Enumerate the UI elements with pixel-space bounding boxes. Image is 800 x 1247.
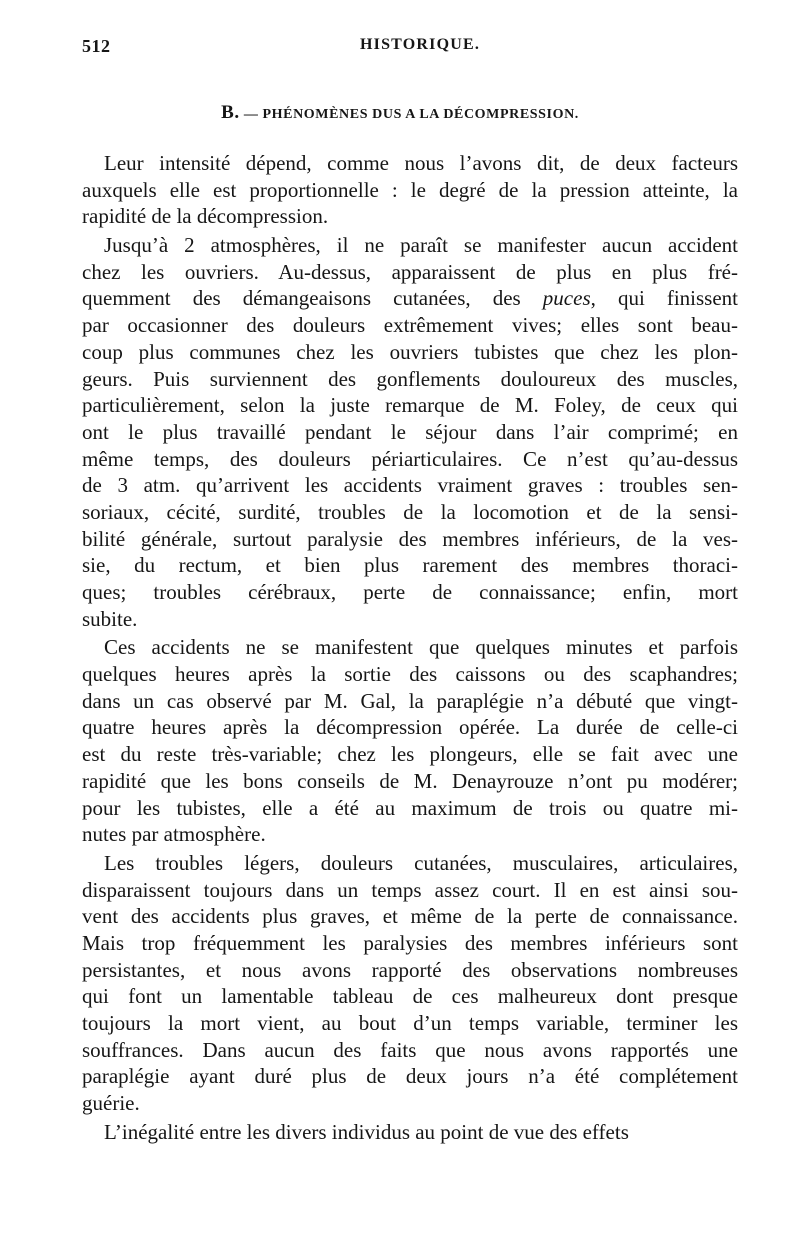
text-line: Ces accidents ne se manifestent que quelques minutes et parfois — [104, 635, 738, 660]
text-line: geurs. Puis surviennent des gonflements douloureux des muscles, — [82, 366, 738, 391]
paragraph — [82, 232, 738, 632]
page-header — [82, 30, 738, 56]
paragraph — [82, 150, 738, 230]
text-line: quemment des démangeaisons cutanées, des puces, qui finissent — [82, 286, 739, 311]
text-line: vent des accidents plus graves, et même de la perte de connaissance. — [82, 904, 738, 929]
text-line: rapidité de la décompression. — [82, 204, 329, 229]
emphasis: puces — [542, 286, 591, 311]
text-line: L’inégalité entre les divers individus au point de vue des effets — [104, 1119, 629, 1144]
text-line: souffrances. Dans aucun des faits que nous avons rapportés une — [82, 1037, 738, 1062]
paragraph — [82, 1119, 738, 1146]
running-head: HISTORIQUE. — [360, 36, 481, 53]
text-line: ques; troubles cérébraux, perte de connaissance; enfin, mort — [82, 580, 738, 604]
paragraph — [82, 850, 738, 1117]
text-line: de 3 atm. qu’arrivent les accidents vraiment graves : troubles sen- — [82, 473, 738, 498]
text-line: Mais trop fréquemment les paralysies des membres inférieurs sont — [82, 930, 738, 955]
text-line: Jusqu’à 2 atmosphères, il ne paraît se manifester aucun accident — [104, 233, 738, 258]
paragraph — [82, 634, 738, 848]
section-heading-letter: B. — [221, 102, 240, 123]
text-line: coup plus communes chez les ouvriers tubistes que chez les plon- — [82, 339, 738, 364]
text-line: est du reste très-variable; chez les plongeurs, elle se fait avec une — [82, 742, 738, 767]
text-line: pour les tubistes, elle a été au maximum de trois ou quatre mi- — [82, 795, 738, 820]
text-line: dans un cas observé par M. Gal, la paraplégie n’a débuté que vingt- — [82, 688, 738, 713]
text-line: soriaux, cécité, surdité, troubles de la locomotion et de la sensi- — [82, 499, 738, 524]
text-line: disparaissent toujours dans un temps assez court. Il en est ainsi sou- — [82, 877, 738, 902]
section-heading-text: — PHÉNOMÈNES DUS A LA DÉCOMPRESSION. — [243, 107, 579, 122]
text-line: bilité générale, surtout paralysie des membres inférieurs, de la ves- — [82, 526, 738, 551]
body-text — [82, 150, 738, 1147]
page-number: 512 — [82, 36, 111, 56]
text-line: Leur intensité dépend, comme nous l’avons dit, de deux facteurs — [104, 151, 738, 175]
text-line: sie, du rectum, et bien plus rarement des membres thoraci- — [82, 553, 738, 578]
text-line: guérie. — [82, 1091, 140, 1116]
text-line: particulièrement, selon la juste remarque de M. Foley, de ceux qui — [82, 393, 738, 418]
text-line: quatre heures après la décompression opérée. La durée de celle-ci — [82, 715, 738, 740]
text-line: Les troubles légers, douleurs cutanées, musculaires, articulaires, — [104, 850, 738, 875]
text-line: toujours la mort vient, au bout d’un temps variable, terminer les — [82, 1011, 738, 1035]
text-line: subite. — [82, 606, 138, 631]
text-line: même temps, des douleurs périarticulaires. Ce n’est qu’au-dessus — [82, 446, 738, 471]
text-line: ont le plus travaillé pendant le séjour dans l’air comprimé; en — [82, 419, 738, 444]
text-line: nutes par atmosphère. — [82, 822, 266, 847]
text-line: persistantes, et nous avons rapporté des observations nombreuses — [82, 957, 738, 982]
section-heading — [0, 102, 800, 124]
text-line: par occasionner des douleurs extrêmement vives; elles sont beau- — [82, 313, 738, 338]
text-line: paraplégie ayant duré plus de deux jours n’a été complétement — [82, 1064, 738, 1089]
text-line: rapidité que les bons conseils de M. Denayrouze n’ont pu modérer; — [82, 768, 738, 793]
text-line: quelques heures après la sortie des caissons ou des scaphandres; — [82, 662, 738, 687]
text-line: auxquels elle est proportionnelle : le degré de la pression atteinte, la — [82, 177, 738, 202]
text-line: qui font un lamentable tableau de ces malheureux dont presque — [82, 984, 738, 1009]
text-line: chez les ouvriers. Au-dessus, apparaissent de plus en plus fré- — [82, 259, 738, 284]
